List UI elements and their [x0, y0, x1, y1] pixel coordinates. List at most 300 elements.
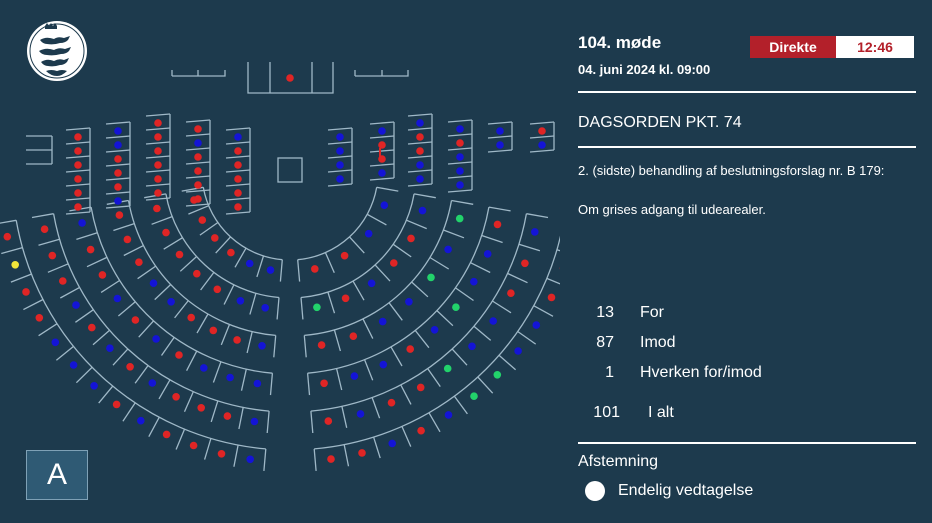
- seat-divider: [301, 298, 303, 320]
- seat-divider: [406, 220, 426, 228]
- seat-dot: [548, 294, 556, 302]
- seat-divider: [146, 142, 170, 144]
- seat-dot: [379, 318, 387, 326]
- seat-dot: [350, 332, 358, 340]
- seat-dot: [218, 450, 226, 458]
- seat-divider: [518, 332, 536, 345]
- seat-divider: [557, 250, 560, 256]
- seat-divider: [75, 310, 93, 323]
- seat-dot: [234, 203, 242, 211]
- seat-divider: [365, 360, 373, 381]
- seat-divider: [66, 198, 90, 200]
- seat-dot: [470, 392, 478, 400]
- seat-divider: [226, 128, 250, 130]
- seat-divider: [66, 142, 90, 144]
- seat-divider: [267, 411, 269, 433]
- seat-row-line: [311, 214, 527, 411]
- seat-divider: [488, 150, 512, 152]
- seat-dot: [11, 261, 19, 269]
- seat-divider: [408, 170, 432, 172]
- seat-divider: [106, 150, 130, 152]
- seat-divider: [377, 187, 399, 191]
- seat-dot: [154, 119, 162, 127]
- seat-dot: [327, 455, 335, 463]
- seat-divider: [139, 321, 154, 337]
- seat-divider: [113, 349, 128, 365]
- seat-dot: [417, 427, 425, 435]
- divider: [578, 146, 916, 148]
- seat-dot: [381, 201, 389, 209]
- seat-divider: [488, 136, 512, 138]
- seat-divider: [264, 449, 266, 471]
- seat-dot: [407, 235, 415, 243]
- seat-divider: [106, 192, 130, 194]
- seat-divider: [370, 178, 394, 180]
- meeting-date: 04. juni 2024 kl. 09:00: [578, 62, 711, 77]
- seat-divider: [250, 293, 256, 314]
- seat-dot: [406, 345, 414, 353]
- seat-dot: [194, 125, 202, 133]
- seat-dot: [388, 440, 396, 448]
- seat-divider: [530, 136, 554, 138]
- seat-divider: [353, 281, 364, 300]
- seat-dot: [452, 303, 460, 311]
- seat-dot: [114, 295, 122, 303]
- seat-dot: [496, 141, 504, 149]
- seat-dot: [41, 225, 49, 233]
- seat-dot: [116, 211, 124, 219]
- seat-dot: [194, 153, 202, 161]
- seat-divider: [271, 373, 273, 395]
- seat-divider: [200, 223, 218, 236]
- seat-dot: [378, 141, 386, 149]
- seat-dot: [114, 155, 122, 163]
- seat-dot: [416, 161, 424, 169]
- seat-divider: [113, 224, 134, 231]
- meeting-number: 104. møde: [578, 33, 662, 52]
- seat-divider: [443, 230, 464, 238]
- seat-dot: [416, 119, 424, 127]
- seat-divider: [370, 122, 394, 124]
- seat-divider: [328, 184, 352, 186]
- seat-dot: [72, 301, 80, 309]
- seat-dot: [153, 205, 161, 213]
- seat-divider: [66, 184, 90, 186]
- seat-dot: [200, 364, 208, 372]
- seat-divider: [162, 338, 175, 356]
- seat-divider: [452, 201, 474, 205]
- seat-dot: [405, 298, 413, 306]
- seat-dot: [246, 456, 254, 464]
- seat-dot: [124, 236, 132, 244]
- seat-divider: [393, 244, 411, 257]
- seat-dot: [114, 183, 122, 191]
- seat-dot: [342, 295, 350, 303]
- seat-dot: [388, 399, 396, 407]
- seat-dot: [162, 229, 170, 237]
- seat-divider: [408, 114, 432, 116]
- seat-divider: [186, 162, 210, 164]
- seat-dot: [237, 297, 245, 305]
- seat-divider: [39, 324, 58, 336]
- seat-divider: [87, 257, 107, 266]
- seat-divider: [415, 331, 429, 348]
- seat-divider: [186, 204, 210, 206]
- vote-option-radio[interactable]: [585, 481, 605, 501]
- seat-divider: [408, 184, 432, 186]
- seat-divider: [135, 366, 148, 384]
- seat-dot: [417, 384, 425, 392]
- seat-dot: [416, 175, 424, 183]
- seat-dot: [154, 133, 162, 141]
- seat-divider: [106, 136, 130, 138]
- seat-dot: [378, 155, 386, 163]
- seat-dot: [507, 289, 515, 297]
- vote-label-against: Imod: [640, 334, 676, 351]
- seat-dot: [538, 127, 546, 135]
- seat-divider: [308, 373, 310, 395]
- seat-dot: [267, 266, 275, 274]
- seat-dot: [313, 304, 321, 312]
- seat-dot: [87, 246, 95, 254]
- seat-divider: [280, 260, 282, 282]
- vote-label-total: I alt: [648, 404, 674, 421]
- seat-divider: [534, 306, 553, 317]
- seat-dot: [456, 139, 464, 147]
- seat-dot: [336, 175, 344, 183]
- seat-divider: [76, 233, 97, 240]
- seat-divider: [277, 298, 279, 320]
- seat-divider: [429, 413, 440, 432]
- seat-divider: [48, 264, 68, 273]
- seat-dot: [211, 234, 219, 242]
- seat-dot: [233, 336, 241, 344]
- divider: [578, 442, 916, 444]
- seat-divider: [66, 170, 90, 172]
- seat-divider: [304, 335, 306, 357]
- seat-dot: [286, 74, 294, 82]
- seat-divider: [234, 445, 238, 467]
- seat-divider: [146, 184, 170, 186]
- seat-dot: [365, 230, 373, 238]
- seat-dot: [194, 167, 202, 175]
- vote-count-abstain: 1: [605, 364, 614, 381]
- seat-divider: [334, 330, 340, 351]
- seat-divider: [226, 212, 250, 214]
- seat-divider: [247, 332, 252, 353]
- seat-divider: [66, 212, 90, 214]
- agenda-description: 2. (sidste) behandling af beslutningsforslag nr. B 179:: [578, 163, 885, 178]
- seat-divider: [412, 282, 428, 297]
- seat-divider: [185, 392, 194, 412]
- seat-divider: [437, 311, 453, 326]
- seat-lines: [0, 62, 560, 471]
- seat-divider: [325, 253, 334, 273]
- seat-dot: [456, 215, 464, 223]
- seat-divider: [430, 258, 449, 270]
- seat-divider: [32, 214, 54, 218]
- divider: [578, 91, 916, 93]
- seat-dot: [167, 298, 175, 306]
- seat-dot: [378, 127, 386, 135]
- seat-divider: [328, 292, 335, 313]
- seat-divider: [159, 380, 170, 399]
- seat-divider: [186, 120, 210, 122]
- seat-dot: [416, 133, 424, 141]
- seat-dot: [132, 316, 140, 324]
- seat-divider: [311, 411, 313, 433]
- seat-dot: [149, 379, 157, 387]
- seat-divider: [226, 170, 250, 172]
- seat-divider: [448, 148, 472, 150]
- seat-dot: [521, 260, 529, 268]
- seat-divider: [180, 257, 196, 272]
- seat-dot: [378, 169, 386, 177]
- seat-divider: [448, 176, 472, 178]
- seat-dot: [427, 274, 435, 282]
- seat-dot: [224, 412, 232, 420]
- seat-dot: [336, 161, 344, 169]
- seat-dot: [175, 351, 183, 359]
- speaker-podium: [278, 158, 302, 182]
- clock: 12:46: [836, 36, 914, 58]
- seat-dot: [390, 259, 398, 267]
- seat-dot: [261, 304, 269, 312]
- seat-dot: [496, 127, 504, 135]
- seat-divider: [155, 285, 171, 300]
- seat-dot: [114, 169, 122, 177]
- seat-divider: [414, 194, 436, 198]
- seat-dot: [70, 361, 78, 369]
- seat-dot: [489, 317, 497, 325]
- seat-dot: [444, 246, 452, 254]
- seat-divider: [164, 238, 183, 250]
- seat-divider: [146, 128, 170, 130]
- seat-divider: [11, 274, 32, 282]
- seat-dot: [154, 147, 162, 155]
- seat-dot: [49, 252, 57, 260]
- seat-dot: [419, 207, 427, 215]
- seat-divider: [226, 198, 250, 200]
- seat-dot: [99, 271, 107, 279]
- seat-dot: [154, 189, 162, 197]
- seat-divider: [101, 281, 120, 293]
- seat-divider: [448, 190, 472, 192]
- seat-dot: [456, 153, 464, 161]
- seat-divider: [76, 367, 92, 382]
- seat-divider: [23, 300, 43, 310]
- seat-divider: [370, 150, 394, 152]
- seat-dot: [431, 326, 439, 334]
- seat-divider: [342, 406, 347, 428]
- seat-dot: [150, 279, 158, 287]
- seat-dot: [74, 133, 82, 141]
- seat-divider: [146, 156, 170, 158]
- seat-divider: [99, 386, 113, 403]
- seat-divider: [93, 330, 110, 345]
- seat-divider: [519, 244, 540, 251]
- seat-divider: [344, 445, 348, 467]
- seat-dot: [258, 342, 266, 350]
- seat-divider: [138, 266, 156, 279]
- seat-dot: [234, 189, 242, 197]
- seat-divider: [239, 407, 243, 429]
- seat-divider: [389, 303, 402, 321]
- seat-divider: [149, 417, 159, 436]
- seat-dot: [154, 161, 162, 169]
- seat-divider: [454, 396, 467, 414]
- agenda-title: DAGSORDEN PKT. 74: [578, 114, 742, 131]
- seat-dot: [114, 197, 122, 205]
- seat-divider: [391, 347, 402, 366]
- presidium-line: [355, 70, 408, 76]
- seat-dot: [351, 372, 359, 380]
- seat-divider: [60, 287, 79, 298]
- seat-dot: [254, 380, 262, 388]
- seat-dot: [194, 195, 202, 203]
- seat-divider: [106, 206, 130, 208]
- seat-divider: [205, 439, 211, 460]
- seat-dot: [416, 147, 424, 155]
- seat-dot: [114, 127, 122, 135]
- seat-divider: [401, 385, 411, 405]
- seat-divider: [187, 351, 197, 371]
- seat-dot: [311, 265, 319, 273]
- seat-divider: [0, 220, 16, 224]
- seat-dot: [194, 181, 202, 189]
- seat-dot: [336, 133, 344, 141]
- seat-dot: [533, 321, 541, 329]
- seat-divider: [176, 429, 184, 449]
- seat-dot: [444, 365, 452, 373]
- seat-dot: [199, 216, 207, 224]
- seat-divider: [408, 128, 432, 130]
- seat-dot: [234, 161, 242, 169]
- seat-divider: [314, 449, 316, 471]
- seat-divider: [213, 362, 221, 383]
- seat-divider: [124, 246, 144, 256]
- seat-divider: [1, 248, 22, 254]
- seat-divider: [211, 401, 218, 422]
- seat-divider: [547, 278, 560, 286]
- seat-dot: [456, 167, 464, 175]
- seat-divider: [146, 170, 170, 172]
- seat-dot: [456, 125, 464, 133]
- seat-dot: [90, 382, 98, 390]
- seat-dot: [154, 175, 162, 183]
- seat-divider: [188, 206, 208, 214]
- seat-divider: [526, 214, 548, 218]
- seat-divider: [474, 326, 491, 340]
- seat-divider: [508, 273, 528, 282]
- seat-divider: [201, 272, 214, 290]
- seat-dot: [445, 411, 453, 419]
- seat-dot: [514, 347, 522, 355]
- seat-divider: [375, 265, 390, 281]
- seat-divider: [226, 184, 250, 186]
- seat-divider: [186, 134, 210, 136]
- seat-dot: [325, 417, 333, 425]
- seat-divider: [118, 302, 135, 316]
- vote-label-abstain: Hverken for/imod: [640, 364, 762, 381]
- seat-dot: [358, 449, 366, 457]
- seat-dot: [246, 260, 254, 268]
- seat-divider: [186, 148, 210, 150]
- seat-divider: [372, 398, 380, 419]
- seat-divider: [408, 142, 432, 144]
- seat-dot: [106, 344, 114, 352]
- seat-dot: [336, 147, 344, 155]
- seat-dot: [4, 233, 12, 241]
- seat-dot: [494, 371, 502, 379]
- seat-dot: [152, 335, 160, 343]
- seat-dot: [484, 250, 492, 258]
- vote-label-for: For: [640, 304, 664, 321]
- seat-divider: [66, 128, 90, 130]
- seat-dot: [88, 324, 96, 332]
- seat-dot: [194, 139, 202, 147]
- folketinget-logo-icon: [26, 20, 88, 82]
- seat-dot: [78, 219, 86, 227]
- seat-dot: [36, 314, 44, 322]
- seat-divider: [39, 239, 60, 245]
- seat-dot: [197, 404, 205, 412]
- seat-dot: [226, 374, 234, 382]
- seat-dot: [538, 141, 546, 149]
- seat-divider: [370, 164, 394, 166]
- seat-dot: [320, 380, 328, 388]
- seat-divider: [226, 156, 250, 158]
- seat-dot: [468, 343, 476, 351]
- seat-dot: [227, 249, 235, 257]
- seat-dot: [74, 147, 82, 155]
- seat-dot: [52, 339, 60, 347]
- seat-divider: [374, 437, 381, 458]
- seat-dot: [318, 341, 326, 349]
- seat-divider: [226, 142, 250, 144]
- seat-dot: [22, 288, 30, 296]
- seat-divider: [350, 237, 365, 253]
- seat-dot: [172, 393, 180, 401]
- seat-divider: [363, 319, 373, 339]
- seat-dot: [135, 258, 143, 266]
- live-badge: Direkte: [750, 36, 836, 58]
- vote-count-against: 87: [596, 334, 614, 351]
- seat-divider: [106, 122, 130, 124]
- seat-dot: [470, 278, 478, 286]
- vote-count-for: 13: [596, 304, 614, 321]
- seat-row-line: [54, 214, 270, 411]
- seat-dot: [357, 410, 365, 418]
- seat-dot: [341, 252, 349, 260]
- channel-a-button[interactable]: A: [26, 450, 88, 500]
- seat-divider: [499, 355, 516, 370]
- seat-dot: [187, 314, 195, 322]
- vote-count-total: 101: [593, 404, 620, 421]
- seat-divider: [257, 256, 264, 277]
- presidium-line: [172, 70, 225, 76]
- seat-dot: [494, 221, 502, 229]
- seat-dot: [59, 277, 67, 285]
- seat-divider: [488, 122, 512, 124]
- seat-divider: [175, 301, 189, 318]
- seat-divider: [328, 128, 352, 130]
- seat-divider: [328, 156, 352, 158]
- seat-divider: [448, 162, 472, 164]
- seat-row-line: [298, 187, 377, 259]
- seat-divider: [402, 427, 411, 447]
- agenda-subject: Om grises adgang til udearealer.: [578, 202, 766, 217]
